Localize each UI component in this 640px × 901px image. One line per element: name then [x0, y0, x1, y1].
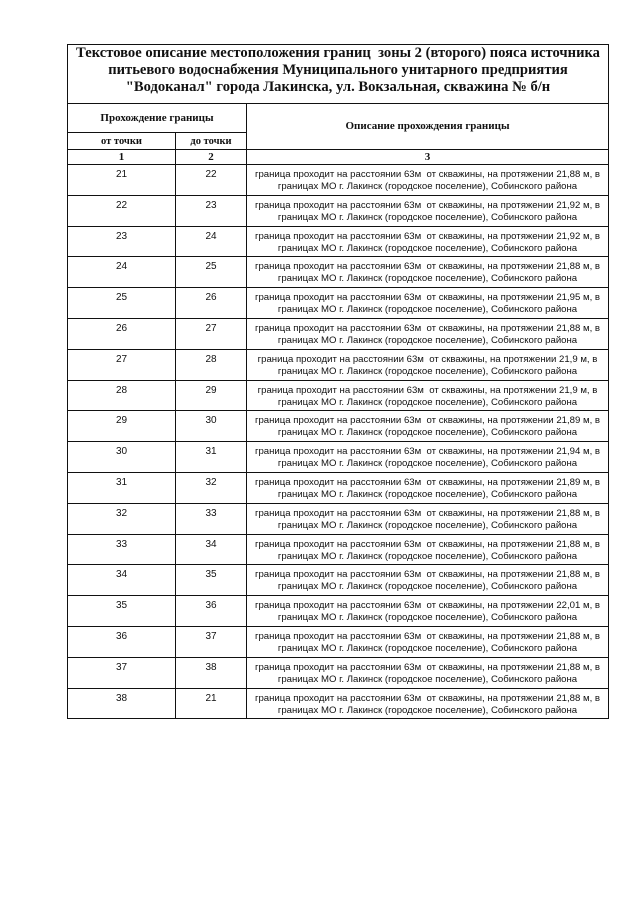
from-point-cell: 35: [68, 596, 176, 627]
description-line: граница проходит на расстоянии 63м от скважины, на протяжении 21,88 м, в: [254, 692, 601, 704]
from-point-cell: 23: [68, 226, 176, 257]
description-line: граница проходит на расстоянии 63м от скважины, на протяжении 21,88 м, в: [254, 538, 601, 550]
description-cell: [247, 165, 609, 196]
header-boundary-passage: Прохождение границы: [68, 104, 247, 133]
from-point-cell: 30: [68, 442, 176, 473]
description-cell: [247, 503, 609, 534]
header-to-point: до точки: [176, 133, 247, 150]
to-point-cell: 28: [176, 349, 247, 380]
description-line: граница проходит на расстоянии 63м от скважины, на протяжении 21,9 м, в: [257, 384, 598, 396]
description-line: граница проходит на расстоянии 63м от скважины, на протяжении 21,88 м, в: [254, 507, 601, 519]
table-row: [68, 442, 609, 473]
column-number: 1: [68, 150, 176, 165]
description-line: границах МО г. Лакинск (городское поселение), Собинского района: [277, 273, 578, 285]
to-point-cell: 26: [176, 288, 247, 319]
from-point-cell: 25: [68, 288, 176, 319]
from-point-cell: 29: [68, 411, 176, 442]
table-row: [68, 195, 609, 226]
description-line: границах МО г. Лакинск (городское поселение), Собинского района: [277, 304, 578, 316]
description-line: граница проходит на расстоянии 63м от скважины, на протяжении 21,88 м, в: [254, 569, 601, 581]
description-line: границах МО г. Лакинск (городское поселение), Собинского района: [277, 211, 578, 223]
description-line: границах МО г. Лакинск (городское поселение), Собинского района: [277, 673, 578, 685]
description-line: граница проходит на расстоянии 63м от скважины, на протяжении 21,88 м, в: [254, 261, 601, 273]
title-line: Текстовое описание местоположения границ зоны 2 (второго) пояса источника: [76, 45, 600, 61]
from-point-cell: 33: [68, 534, 176, 565]
description-line: граница проходит на расстоянии 63м от скважины, на протяжении 21,94 м, в: [254, 446, 601, 458]
description-line: граница проходит на расстоянии 63м от скважины, на протяжении 21,88 м, в: [254, 630, 601, 642]
column-number-row: [68, 150, 609, 165]
table-row: [68, 688, 609, 719]
description-line: границах МО г. Лакинск (городское поселение), Собинского района: [277, 581, 578, 593]
table-row: [68, 380, 609, 411]
description-line: границах МО г. Лакинск (городское поселение), Собинского района: [277, 519, 578, 531]
table-row: [68, 565, 609, 596]
table-row: [68, 472, 609, 503]
to-point-cell: 21: [176, 688, 247, 719]
description-cell: [247, 442, 609, 473]
table-row: [68, 596, 609, 627]
to-point-cell: 23: [176, 195, 247, 226]
description-line: границах МО г. Лакинск (городское поселение), Собинского района: [277, 427, 578, 439]
to-point-cell: 31: [176, 442, 247, 473]
description-line: граница проходит на расстоянии 63м от скважины, на протяжении 22,01 м, в: [254, 600, 601, 612]
description-cell: [247, 380, 609, 411]
table-row: [68, 534, 609, 565]
from-point-cell: 27: [68, 349, 176, 380]
description-line: границах МО г. Лакинск (городское поселение), Собинского района: [277, 334, 578, 346]
from-point-cell: 31: [68, 472, 176, 503]
to-point-cell: 35: [176, 565, 247, 596]
from-point-cell: 37: [68, 657, 176, 688]
description-cell: [247, 411, 609, 442]
description-line: границах МО г. Лакинск (городское поселение), Собинского района: [277, 612, 578, 624]
to-point-cell: 37: [176, 626, 247, 657]
from-point-cell: 24: [68, 257, 176, 288]
description-line: границах МО г. Лакинск (городское поселение), Собинского района: [277, 181, 578, 192]
to-point-cell: 29: [176, 380, 247, 411]
table-row: [68, 411, 609, 442]
description-line: границах МО г. Лакинск (городское поселение), Собинского района: [277, 242, 578, 254]
description-line: граница проходит на расстоянии 63м от скважины, на протяжении 21,92 м, в: [254, 230, 601, 242]
from-point-cell: 21: [68, 165, 176, 196]
description-cell: [247, 657, 609, 688]
from-point-cell: 22: [68, 195, 176, 226]
header-from-point: от точки: [68, 133, 176, 150]
from-point-cell: 36: [68, 626, 176, 657]
title-row: [68, 45, 609, 104]
from-point-cell: 34: [68, 565, 176, 596]
description-cell: [247, 565, 609, 596]
table-row: [68, 257, 609, 288]
to-point-cell: 30: [176, 411, 247, 442]
description-cell: [247, 534, 609, 565]
description-cell: [247, 288, 609, 319]
description-cell: [247, 472, 609, 503]
description-line: границах МО г. Лакинск (городское поселение), Собинского района: [277, 365, 578, 377]
description-line: границах МО г. Лакинск (городское поселение), Собинского района: [277, 488, 578, 500]
description-line: границах МО г. Лакинск (городское поселение), Собинского района: [277, 396, 578, 408]
description-line: граница проходит на расстоянии 63м от скважины, на протяжении 21,88 м, в: [254, 169, 601, 180]
description-cell: [247, 626, 609, 657]
description-cell: [247, 257, 609, 288]
to-point-cell: 24: [176, 226, 247, 257]
description-line: границах МО г. Лакинск (городское поселение), Собинского района: [277, 704, 578, 716]
header-row: [68, 104, 609, 133]
table-row: [68, 318, 609, 349]
description-line: граница проходит на расстоянии 63м от скважины, на протяжении 21,88 м, в: [254, 322, 601, 334]
to-point-cell: 36: [176, 596, 247, 627]
table-row: [68, 503, 609, 534]
from-point-cell: 32: [68, 503, 176, 534]
boundary-description-table: [67, 44, 609, 719]
column-number: 3: [247, 150, 609, 165]
from-point-cell: 26: [68, 318, 176, 349]
to-point-cell: 25: [176, 257, 247, 288]
description-cell: [247, 688, 609, 719]
table-row: [68, 226, 609, 257]
description-line: границах МО г. Лакинск (городское поселение), Собинского района: [277, 550, 578, 562]
description-line: границах МО г. Лакинск (городское поселение), Собинского района: [277, 642, 578, 654]
description-cell: [247, 349, 609, 380]
description-line: граница проходит на расстоянии 63м от скважины, на протяжении 21,92 м, в: [254, 199, 601, 211]
to-point-cell: 22: [176, 165, 247, 196]
table-row: [68, 626, 609, 657]
description-cell: [247, 195, 609, 226]
document-title: [68, 45, 609, 104]
description-line: границах МО г. Лакинск (городское поселение), Собинского района: [277, 458, 578, 470]
title-line: питьевого водоснабжения Муниципального унитарного предприятия: [108, 62, 568, 78]
description-cell: [247, 596, 609, 627]
description-cell: [247, 226, 609, 257]
description-line: граница проходит на расстоянии 63м от скважины, на протяжении 21,89 м, в: [254, 476, 601, 488]
title-line: "Водоканал" города Лакинска, ул. Вокзальная, скважина № б/н: [125, 79, 551, 95]
table-row: [68, 288, 609, 319]
from-point-cell: 38: [68, 688, 176, 719]
to-point-cell: 34: [176, 534, 247, 565]
description-line: граница проходит на расстоянии 63м от скважины, на протяжении 21,9 м, в: [257, 353, 598, 365]
description-line: граница проходит на расстоянии 63м от скважины, на протяжении 21,95 м, в: [254, 292, 601, 304]
from-point-cell: 28: [68, 380, 176, 411]
header-description: Описание прохождения границы: [247, 104, 609, 150]
to-point-cell: 33: [176, 503, 247, 534]
to-point-cell: 27: [176, 318, 247, 349]
description-cell: [247, 318, 609, 349]
table-row: [68, 657, 609, 688]
description-line: граница проходит на расстоянии 63м от скважины, на протяжении 21,89 м, в: [254, 415, 601, 427]
to-point-cell: 38: [176, 657, 247, 688]
description-line: граница проходит на расстоянии 63м от скважины, на протяжении 21,88 м, в: [254, 661, 601, 673]
column-number: 2: [176, 150, 247, 165]
table-row: [68, 165, 609, 196]
to-point-cell: 32: [176, 472, 247, 503]
table-body: [68, 165, 609, 719]
table-row: [68, 349, 609, 380]
